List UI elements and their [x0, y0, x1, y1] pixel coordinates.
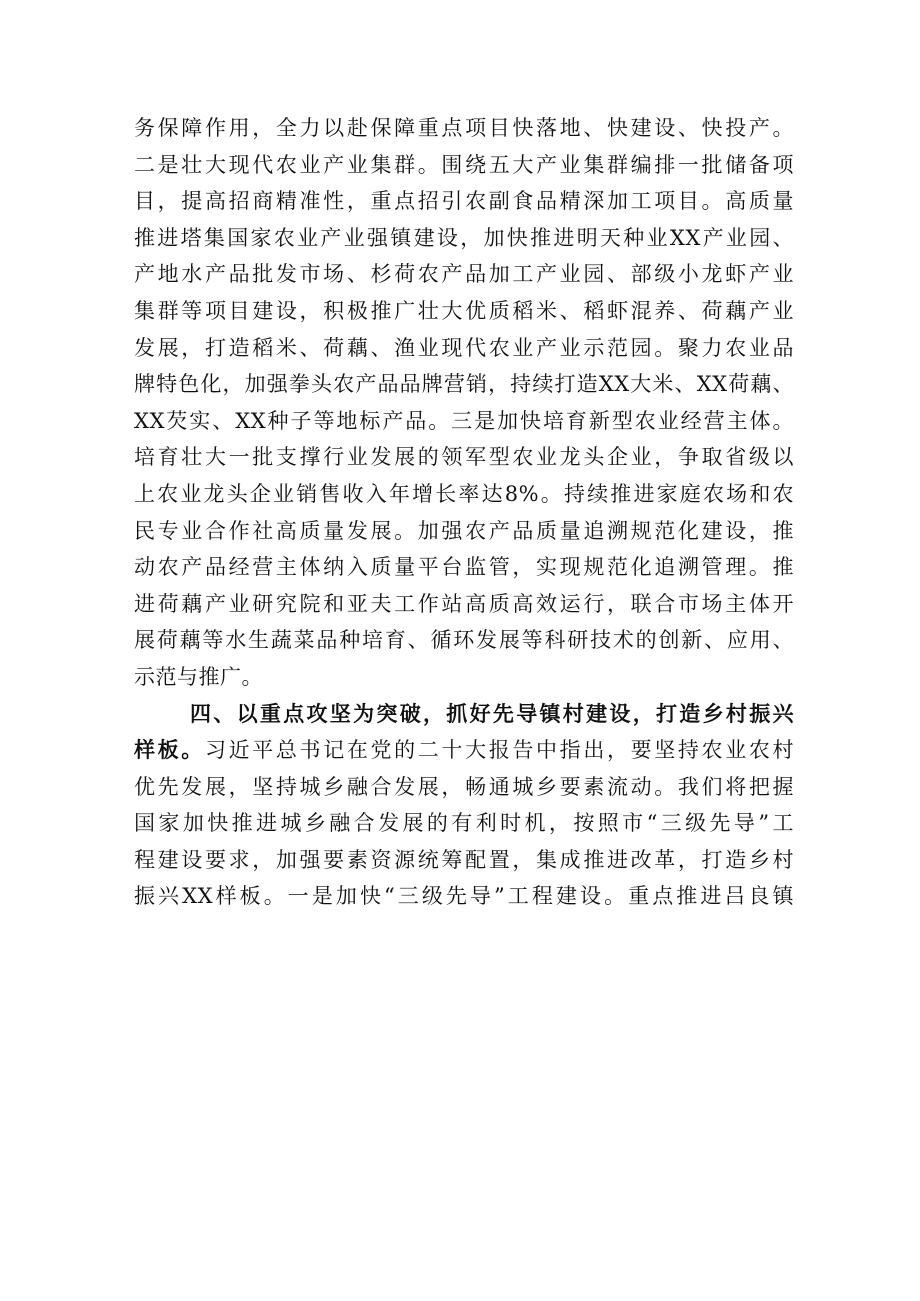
text-line: 推进塔集国家农业产业强镇建设，加快推进明天种业XX产业园、 [134, 225, 794, 250]
text-line: 优先发展，坚持城乡融合发展，畅通城乡要素流动。我们将把握 [134, 774, 794, 799]
text-line: XX芡实、XX种子等地标产品。三是加快培育新型农业经营主体。 [134, 408, 794, 433]
document-page [134, 110, 794, 915]
text-line: 培育壮大一批支撑行业发展的领军型农业龙头企业，争取省级以 [134, 445, 794, 470]
text-line: 民专业合作社高质量发展。加强农产品质量追溯规范化建设，推 [134, 518, 794, 543]
text-span: 习近平总书记在党的二十大报告中指出，要坚持农业农村 [204, 738, 795, 763]
text-line: 目，提高招商精准性，重点招引农副食品精深加工项目。高质量 [134, 189, 794, 214]
text-line: 进荷藕产业研究院和亚夫工作站高质高效运行，联合市场主体开 [134, 591, 794, 616]
text-line: 发展，打造稻米、荷藕、渔业现代农业产业示范园。聚力农业品 [134, 335, 794, 360]
text-line [134, 732, 794, 769]
text-line: 动农产品经营主体纳入质量平台监管，实现规范化追溯管理。推 [134, 555, 794, 580]
text-line: 程建设要求，加强要素资源统筹配置，集成推进改革，打造乡村 [134, 847, 794, 872]
text-line: 展荷藕等水生蔬菜品种培育、循环发展等科研技术的创新、应用、 [134, 628, 794, 653]
text-line: 上农业龙头企业销售收入年增长率达8%。持续推进家庭农场和农 [134, 481, 794, 506]
text-line: 集群等项目建设，积极推广壮大优质稻米、稻虾混养、荷藕产业 [134, 298, 794, 323]
text-line: 二是壮大现代农业产业集群。围绕五大产业集群编排一批储备项 [134, 152, 794, 177]
text-line: 振兴XX样板。一是加快“三级先导”工程建设。重点推进吕良镇 [134, 884, 794, 909]
text-line: 示范与推广。 [134, 664, 263, 689]
section-heading: 四、以重点攻坚为突破，抓好先导镇村建设，打造乡村振兴 [190, 701, 794, 726]
section-heading-end: 样板。 [134, 738, 205, 763]
text-line: 产地水产品批发市场、杉荷农产品加工产业园、部级小龙虾产业 [134, 262, 794, 287]
text-line: 务保障作用，全力以赴保障重点项目快落地、快建设、快投产。 [134, 116, 794, 140]
text-line: 国家加快推进城乡融合发展的有利时机，按照市“三级先导”工 [134, 811, 794, 836]
text-line: 牌特色化，加强拳头农产品品牌营销，持续打造XX大米、XX荷藕、 [134, 372, 794, 397]
